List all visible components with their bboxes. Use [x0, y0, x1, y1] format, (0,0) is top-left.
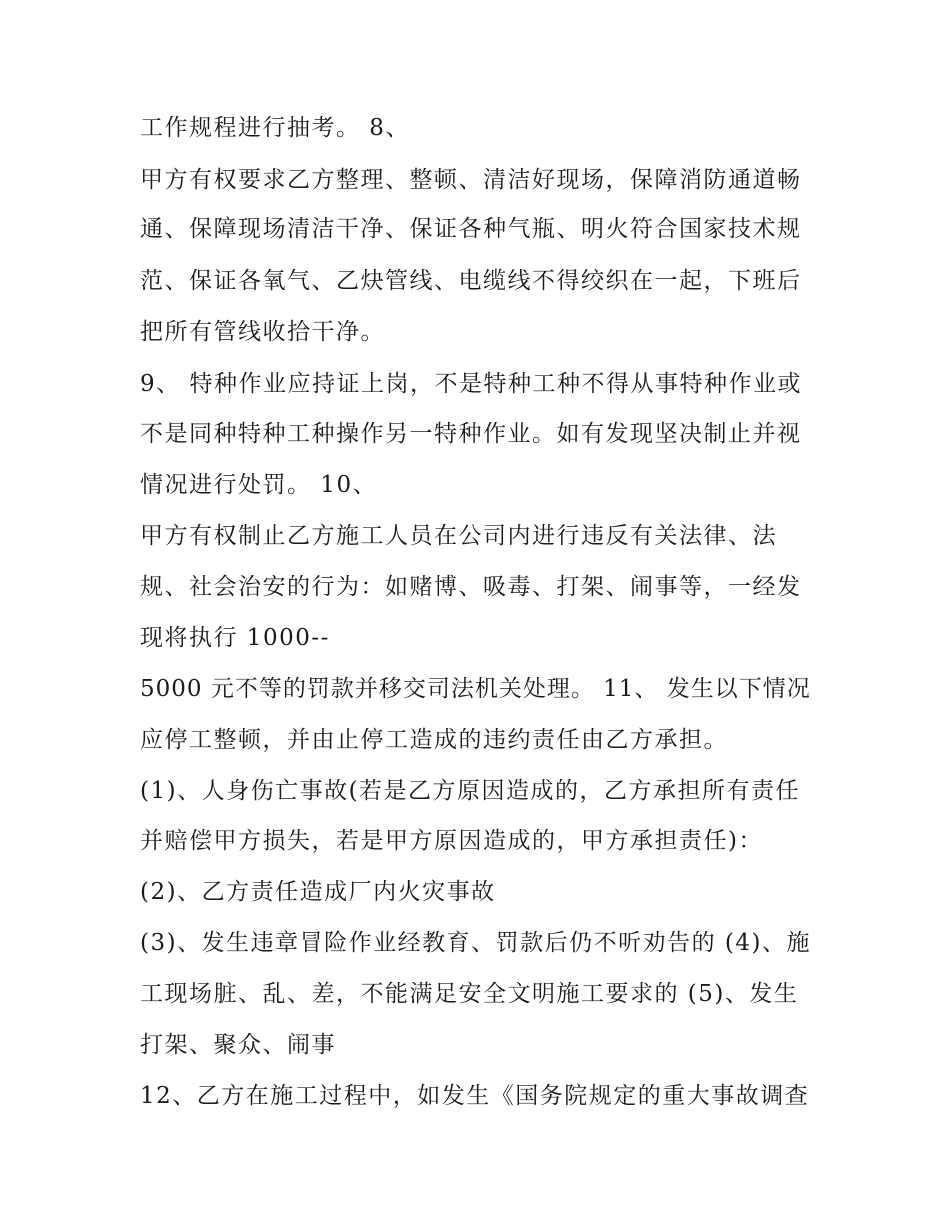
text-line: 9、 特种作业应持证上岗，不是特种工种不得从事特种作业或	[140, 371, 802, 397]
text-line: 现将执行 1000--	[140, 625, 330, 651]
text-line: 工现场脏、乱、差，不能满足安全文明施工要求的 (5)、发生	[140, 981, 799, 1007]
text-line: 打架、聚众、闹事	[140, 1032, 336, 1058]
text-line: 应停工整顿，并由止停工造成的违约责任由乙方承担。	[140, 727, 728, 753]
text-line: (2)、乙方责任造成厂内火灾事故	[140, 879, 496, 905]
text-line: 甲方有权制止乙方施工人员在公司内进行违反有关法律、法	[140, 523, 777, 549]
text-line: 并赔偿甲方损失，若是甲方原因造成的，甲方承担责任)：	[140, 828, 763, 854]
text-line: 把所有管线收拾干净。	[140, 319, 385, 345]
text-line: 5000 元不等的罚款并移交司法机关处理。 11、 发生以下情况	[140, 676, 811, 702]
text-line: (3)、发生违章冒险作业经教育、罚款后仍不听劝告的 (4)、施	[140, 930, 811, 956]
text-line: 不是同种特种工种操作另一特种作业。如有发现坚决制止并视	[140, 421, 802, 447]
text-line: 情况进行处罚。 10、	[140, 472, 378, 498]
text-line: 甲方有权要求乙方整理、整顿、清洁好现场，保障消防通道畅	[140, 167, 802, 193]
text-line: 范、保证各氧气、乙炔管线、电缆线不得绞织在一起，下班后	[140, 268, 802, 294]
text-line: 通、保障现场清洁干净、保证各种气瓶、明火符合国家技术规	[140, 216, 802, 242]
text-line: 工作规程进行抽考。 8、	[140, 115, 410, 141]
text-line: 规、社会治安的行为：如赌博、吸毒、打架、闹事等，一经发	[140, 574, 802, 600]
text-line: 12、乙方在施工过程中，如发生《国务院规定的重大事故调查	[140, 1083, 810, 1109]
text-line: (1)、人身伤亡事故(若是乙方原因造成的，乙方承担所有责任	[140, 778, 801, 804]
